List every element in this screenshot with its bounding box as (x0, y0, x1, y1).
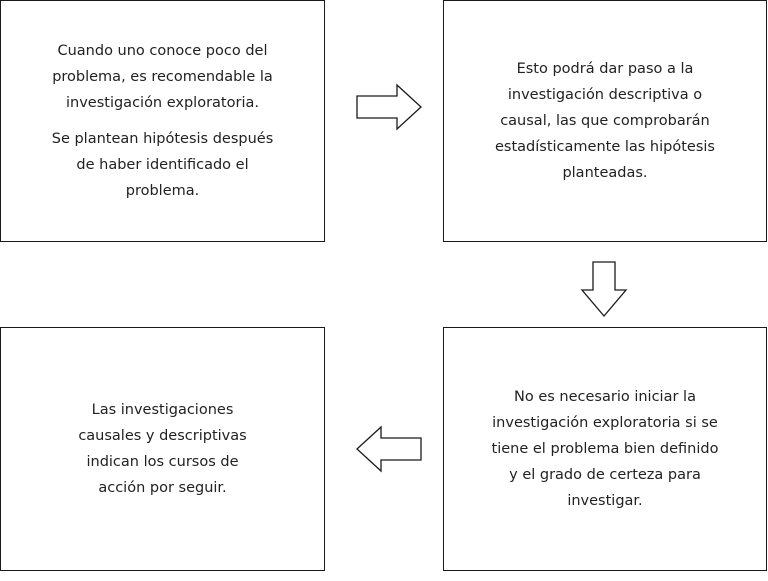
box-action-courses (0, 327, 325, 571)
box-descriptive-causal-text: Esto podrá dar paso a la investigación descriptiva o causal, las que comprobarán estadísticamente las hipótesis planteadas. (495, 61, 715, 181)
box-exploratory-research (0, 0, 325, 242)
box-defined-problem (443, 327, 767, 571)
box-exploratory-text-2: Se plantean hipótesis después de haber identificado el problema. (51, 131, 274, 199)
arrow-down-icon (580, 260, 628, 318)
arrow-right-icon (355, 83, 423, 131)
box-action-courses-text: Las investigaciones causales y descriptivas indican los cursos de acción por seguir. (78, 402, 247, 496)
box-defined-problem-text: No es necesario iniciar la investigación exploratoria si se tiene el problema bien definido y el grado de certeza para investigar. (491, 389, 719, 509)
arrow-left-icon (355, 425, 423, 473)
box-exploratory-text-1: Cuando uno conoce poco del problema, es recomendable la investigación exploratoria. (52, 43, 273, 111)
box-descriptive-causal (443, 0, 767, 242)
